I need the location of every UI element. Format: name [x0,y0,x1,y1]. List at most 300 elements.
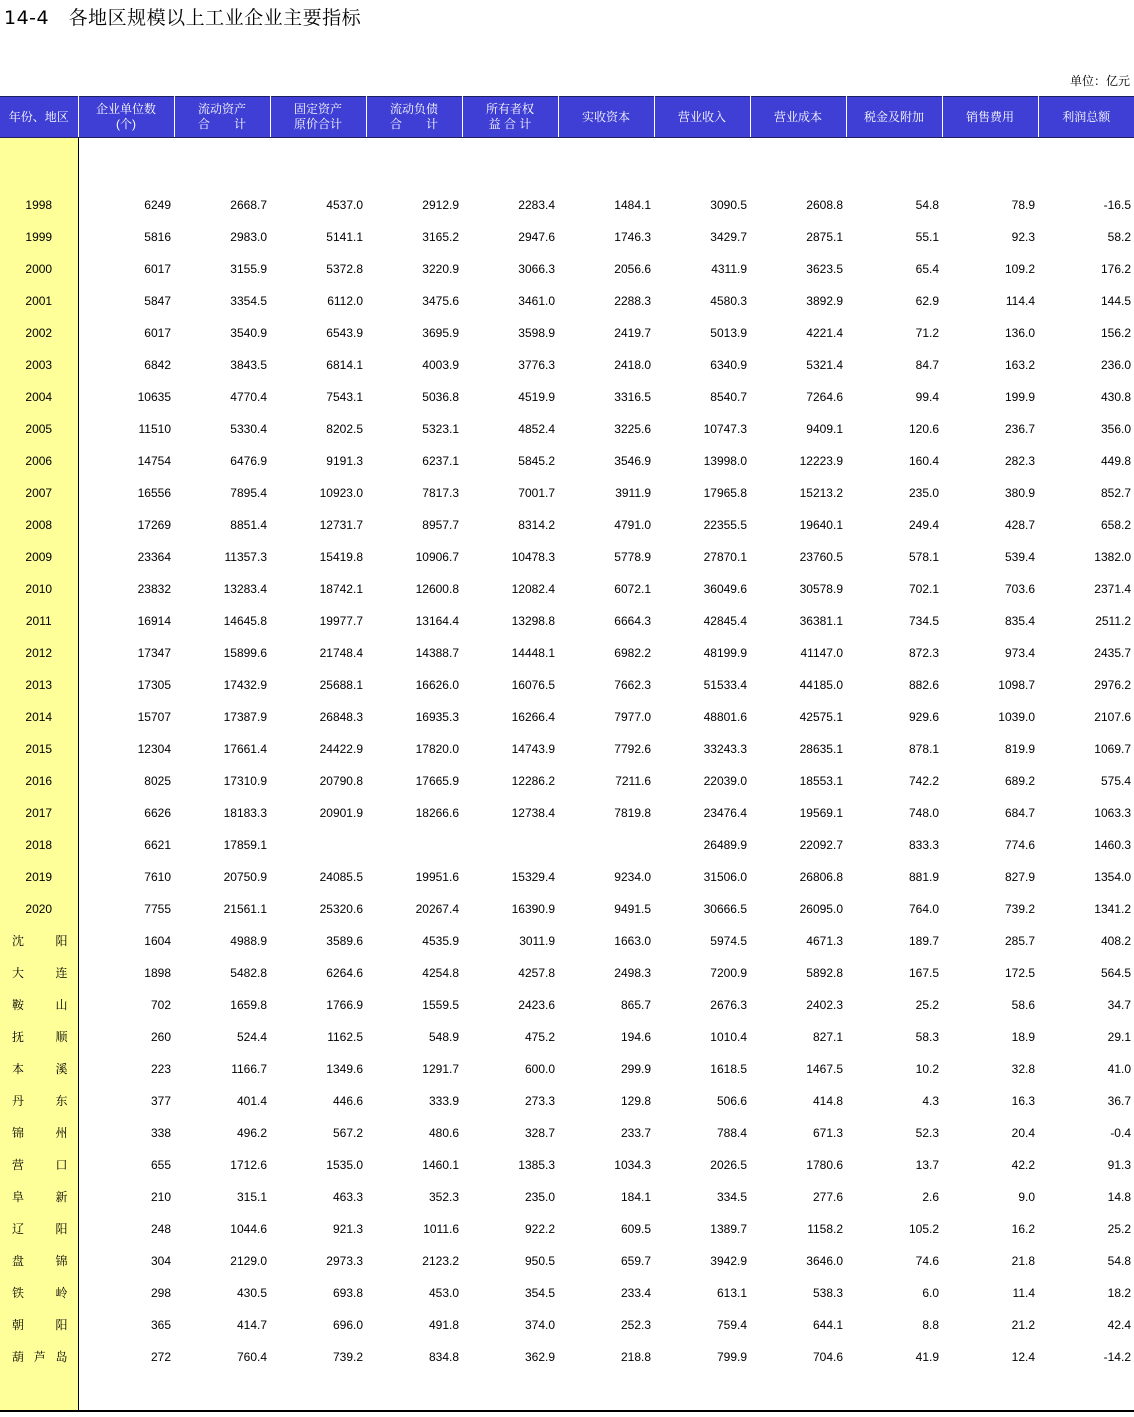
column-header-line2: 原价合计 [293,117,342,131]
table-cell: 1291.7 [422,1062,459,1076]
row-label: 沈阳 [0,918,78,950]
table-cell: 671.3 [812,1126,843,1140]
table-cell: 22355.5 [703,518,747,532]
table-cell: 4988.9 [230,934,267,948]
column-header-line2: 合 计 [197,117,246,131]
table-cell: 20267.4 [415,902,459,916]
table-cell: 4257.8 [518,966,555,980]
table-cell: 3165.2 [422,230,459,244]
row-label: 阜新 [0,1174,78,1206]
table-cell: 1663.0 [614,934,651,948]
table-cell: 260 [150,1030,171,1044]
table-cell: 26806.8 [799,870,843,884]
column-header-line1: 企业单位数 [95,102,156,116]
table-cell: 24085.5 [319,870,363,884]
table-row [0,1270,1134,1302]
table-cell: 9409.1 [806,422,843,436]
table-cell: 25.2 [1107,1222,1131,1236]
table-row [0,854,1134,886]
row-label: 2020 [0,886,78,918]
table-cell: 7662.3 [614,678,651,692]
table-cell: 13.7 [915,1158,939,1172]
empty-cell [174,138,270,183]
table-cell: 304 [150,1254,171,1268]
table-cell: 3540.9 [230,326,267,340]
table-cell: 42575.1 [799,710,843,724]
table-cell: 2419.7 [614,326,651,340]
table-cell: 1604 [144,934,171,948]
column-header [558,97,654,138]
row-label: 1999 [0,214,78,246]
table-cell: 338 [150,1126,171,1140]
table-cell: 506.6 [716,1094,747,1108]
table-cell: 19977.7 [319,614,363,628]
table-cell: 2983.0 [230,230,267,244]
table-cell: 8851.4 [230,518,267,532]
table-cell: 362.9 [524,1350,555,1364]
page-title: 14-4 各地区规模以上工业企业主要指标 [4,7,362,29]
empty-cell [558,138,654,183]
column-header-line1: 销售费用 [965,109,1014,124]
table-cell: 3011.9 [519,934,555,948]
table-cell: 3776.3 [518,358,555,372]
table-cell: 5845.2 [518,454,555,468]
table-cell: 8540.7 [710,390,747,404]
table-cell: 21.8 [1011,1254,1035,1268]
table-row [0,1206,1134,1238]
table-cell: 6664.3 [614,614,651,628]
table-cell: 3695.9 [422,326,459,340]
table-cell: 18553.1 [799,774,843,788]
table-cell: 105.2 [908,1222,939,1236]
table-cell: 3090.5 [710,198,747,212]
table-cell: 3911.9 [615,486,651,500]
table-cell: 408.2 [1100,934,1131,948]
column-header-line1: 营业成本 [773,109,822,124]
row-label: 抚顺 [0,1014,78,1046]
table-row [0,214,1134,246]
table-row [0,918,1134,950]
table-cell: 328.7 [524,1126,555,1140]
table-row [0,1238,1134,1270]
table-cell: 6982.2 [614,646,651,660]
table-cell: 374.0 [524,1318,555,1332]
row-label: 葫芦岛 [0,1334,78,1366]
table-cell: 16626.0 [415,678,459,692]
table-cell: 449.8 [1100,454,1131,468]
table-cell: 2283.4 [518,198,555,212]
table-row [0,694,1134,726]
table-cell: 48801.6 [703,710,747,724]
table-cell: 10.2 [915,1062,939,1076]
column-header [1038,97,1134,138]
table-cell: 136.0 [1004,326,1035,340]
table-cell: 19951.6 [415,870,459,884]
column-header [750,97,846,138]
table-row [0,1142,1134,1174]
table-cell: 3461.0 [518,294,555,308]
table-cell: 2668.7 [230,198,267,212]
table-cell: 658.2 [1100,518,1131,532]
table-cell: 852.7 [1100,486,1131,500]
table-cell: 2973.3 [326,1254,363,1268]
table-cell: 17432.9 [223,678,267,692]
table-cell: 5036.8 [422,390,459,404]
table-cell: 6249 [144,198,171,212]
row-label: 铁岭 [0,1270,78,1302]
row-label: 2015 [0,726,78,758]
table-cell: 659.7 [620,1254,651,1268]
table-cell: 20901.9 [319,806,363,820]
row-label: 本溪 [0,1046,78,1078]
table-cell: 65.4 [915,262,939,276]
table-cell: 1349.6 [326,1062,363,1076]
table-cell: 872.3 [908,646,939,660]
table-cell: 17269 [137,518,171,532]
table-cell: 1382.0 [1094,550,1131,564]
row-label: 2008 [0,502,78,534]
table-cell: 315.1 [236,1190,267,1204]
table-cell: 273.3 [524,1094,555,1108]
table-cell: 6017 [144,262,171,276]
table-cell: 2.6 [922,1190,939,1204]
table-cell: 2026.5 [710,1158,747,1172]
table-cell: 4770.4 [230,390,267,404]
column-header [942,97,1038,138]
row-label: 2018 [0,822,78,854]
table-cell: 210 [150,1190,171,1204]
table-cell: 1063.3 [1094,806,1131,820]
empty-cell [270,138,366,183]
table-cell: 2511.2 [1095,614,1131,628]
table-cell: 759.4 [716,1318,747,1332]
table-cell: 6842 [144,358,171,372]
table-cell: 833.3 [908,838,939,852]
table-cell: 14.8 [1107,1190,1131,1204]
empty-cell [462,138,558,183]
table-cell: 799.9 [716,1350,747,1364]
table-cell: 14754 [137,454,171,468]
table-cell: 3646.0 [806,1254,843,1268]
table-cell: 21561.1 [223,902,267,916]
table-cell: 491.8 [428,1318,459,1332]
table-row [0,310,1134,342]
column-header-line1: 实收资本 [581,109,630,124]
row-label: 2012 [0,630,78,662]
table-cell: 12600.8 [415,582,459,596]
table-cell: 7792.6 [614,742,651,756]
table-row [0,1078,1134,1110]
table-cell: 4537.0 [326,198,363,212]
empty-cell [78,138,174,183]
table-cell: 334.5 [716,1190,747,1204]
table-cell: 10906.7 [415,550,459,564]
table-cell: 696.0 [332,1318,363,1332]
table-cell: 189.7 [908,934,939,948]
row-label: 锦州 [0,1110,78,1142]
table-cell: 7895.4 [230,486,267,500]
empty-cell [462,1366,558,1411]
table-cell: 564.5 [1100,966,1131,980]
row-label: 2003 [0,342,78,374]
table-cell: 17859.1 [223,838,267,852]
table-cell: 13164.4 [415,614,459,628]
table-cell: 4221.4 [806,326,843,340]
empty-cell [1038,138,1134,183]
table-cell: 14388.7 [415,646,459,660]
table-cell: 17965.8 [703,486,747,500]
column-header-line1: 流动负债 [389,102,438,116]
table-cell: 496.2 [236,1126,267,1140]
table-cell: 4519.9 [518,390,555,404]
empty-cell [654,138,750,183]
table-cell: 704.6 [812,1350,843,1364]
table-cell: 1766.9 [326,998,363,1012]
table-cell: 20750.9 [223,870,267,884]
table-cell: 4791.0 [614,518,651,532]
table-cell: 2056.6 [614,262,651,276]
column-header-line1: 利润总额 [1062,109,1111,124]
table-cell: 6017 [144,326,171,340]
table-cell: 1341.2 [1094,902,1131,916]
table-cell: 6621 [144,838,171,852]
table-cell: 26489.9 [703,838,747,852]
table-cell: 2423.6 [518,998,555,1012]
empty-cell [750,1366,846,1411]
table-cell: 2498.3 [614,966,651,980]
table-cell: 7755 [144,902,171,916]
row-label: 2006 [0,438,78,470]
table-cell [558,822,654,854]
table-cell: 1467.5 [806,1062,843,1076]
table-cell [270,822,366,854]
table-cell: 475.2 [524,1030,555,1044]
table-cell: 9491.5 [614,902,651,916]
table-cell: 236.0 [1100,358,1131,372]
table-cell: 17310.9 [223,774,267,788]
table-cell: 6626 [144,806,171,820]
table-cell [366,822,462,854]
table-cell: 42845.4 [703,614,747,628]
table-cell: 176.2 [1100,262,1131,276]
empty-cell [846,138,942,183]
table-cell: 929.6 [908,710,939,724]
table-cell: 12082.4 [511,582,555,596]
table-cell: 8025 [144,774,171,788]
table-cell: 8202.5 [326,422,363,436]
table-cell: 167.5 [908,966,939,980]
table-cell: 4311.9 [711,262,747,276]
column-header-line1: 流动资产 [197,102,246,116]
column-header-line1: 营业收入 [677,109,726,124]
table-cell: 2947.6 [518,230,555,244]
empty-cell [366,138,462,183]
table-cell: 5323.1 [422,422,459,436]
row-label: 1998 [0,182,78,214]
row-label: 丹东 [0,1078,78,1110]
table-cell: 354.5 [524,1286,555,1300]
empty-cell [942,1366,1038,1411]
table-row [0,342,1134,374]
table-cell: 249.4 [908,518,939,532]
table-cell: 30666.5 [703,902,747,916]
table-cell: 356.0 [1100,422,1131,436]
table-cell: 4.3 [922,1094,939,1108]
table-cell: 129.8 [620,1094,651,1108]
table-cell: 352.3 [428,1190,459,1204]
table-cell: 5141.1 [326,230,363,244]
table-cell: 575.4 [1100,774,1131,788]
table-cell: 1010.4 [710,1030,747,1044]
table-cell: 24422.9 [319,742,363,756]
table-cell: 12731.7 [319,518,363,532]
table-cell: 524.4 [236,1030,267,1044]
table-cell: -16.5 [1103,198,1131,212]
table-cell: 600.0 [524,1062,555,1076]
table-cell: 42.2 [1011,1158,1035,1172]
row-label: 2009 [0,534,78,566]
row-label: 2014 [0,694,78,726]
table-cell: 2875.1 [806,230,843,244]
table-row [0,502,1134,534]
table-cell: 380.9 [1004,486,1035,500]
table-cell: 58.6 [1011,998,1035,1012]
table-cell: 2976.2 [1094,678,1131,692]
table-cell: 13283.4 [223,582,267,596]
table-cell: 6543.9 [326,326,363,340]
table-cell: 414.8 [812,1094,843,1108]
table-cell: 1039.0 [998,710,1035,724]
table-cell: 99.4 [915,390,939,404]
table-cell: 5974.5 [710,934,747,948]
table-cell: 277.6 [812,1190,843,1204]
table-cell: 233.7 [620,1126,651,1140]
table-cell: 613.1 [716,1286,747,1300]
table-cell: 742.2 [908,774,939,788]
table-cell: 865.7 [620,998,651,1012]
table-cell: 17661.4 [223,742,267,756]
table-cell: 453.0 [428,1286,459,1300]
table-cell: 430.5 [236,1286,267,1300]
table-row [0,534,1134,566]
table-cell: 199.9 [1004,390,1035,404]
table-cell: 5482.8 [230,966,267,980]
table-cell: 2123.2 [422,1254,459,1268]
table-cell: 2608.8 [806,198,843,212]
table-cell: 29.1 [1107,1030,1131,1044]
table-cell: 7001.7 [518,486,555,500]
table-cell: 23476.4 [703,806,747,820]
row-label: 2004 [0,374,78,406]
table-cell: 1098.7 [998,678,1035,692]
table-cell: 10478.3 [511,550,555,564]
table-cell: 6112.0 [327,294,363,308]
table-cell: 764.0 [908,902,939,916]
table-cell: 4671.3 [806,934,843,948]
table-cell: 4003.9 [422,358,459,372]
table-cell: 21.2 [1011,1318,1035,1332]
table-cell: 333.9 [428,1094,459,1108]
table-cell: 235.0 [908,486,939,500]
table-cell: 2288.3 [614,294,651,308]
table-cell: 414.7 [236,1318,267,1332]
table-cell: 4254.8 [422,966,459,980]
table-row [0,182,1134,214]
table-cell: 33243.3 [703,742,747,756]
table-cell: 878.1 [908,742,939,756]
table-cell: 689.2 [1004,774,1035,788]
table-cell: 702.1 [908,582,939,596]
table-cell: 18183.3 [223,806,267,820]
table-cell: 3546.9 [614,454,651,468]
table-cell: 702 [150,998,171,1012]
table-cell: 5372.8 [326,262,363,276]
table-row [0,470,1134,502]
table-cell: 18266.6 [415,806,459,820]
table-cell: 16935.3 [415,710,459,724]
table-cell: 430.8 [1100,390,1131,404]
empty-cell [942,138,1038,183]
table-cell: 881.9 [908,870,939,884]
table-cell: 684.7 [1004,806,1035,820]
table-cell: 16390.9 [511,902,555,916]
table-cell: 54.8 [1107,1254,1131,1268]
table-cell: 14743.9 [511,742,555,756]
table-cell: 74.6 [915,1254,939,1268]
table-cell: 1618.5 [710,1062,747,1076]
table-cell: 548.9 [428,1030,459,1044]
column-header [654,97,750,138]
row-label: 盘锦 [0,1238,78,1270]
table-cell: 7977.0 [614,710,651,724]
table-cell: 12223.9 [799,454,843,468]
table-cell: 15899.6 [223,646,267,660]
table-cell: 834.8 [428,1350,459,1364]
table-cell: 26848.3 [319,710,363,724]
table-cell: 156.2 [1100,326,1131,340]
column-header-line2: (个) [116,117,136,131]
table-cell: 7817.3 [422,486,459,500]
table-cell: 21748.4 [319,646,363,660]
empty-cell [846,1366,942,1411]
table-cell: 12304 [137,742,171,756]
table-cell: 26095.0 [799,902,843,916]
table-cell: 428.7 [1004,518,1035,532]
table-cell: 446.6 [332,1094,363,1108]
table-row [0,438,1134,470]
table-cell: 4580.3 [710,294,747,308]
table-cell: 734.5 [908,614,939,628]
table-cell: 16556 [137,486,171,500]
table-cell: 1389.7 [710,1222,747,1236]
table-cell: 28635.1 [799,742,843,756]
row-label: 2011 [0,598,78,630]
table-cell: 42.4 [1107,1318,1131,1332]
table-cell: 194.6 [620,1030,651,1044]
table-cell: 950.5 [524,1254,555,1268]
table-cell: 973.4 [1004,646,1035,660]
table-cell: 5321.4 [806,358,843,372]
empty-cell [366,1366,462,1411]
column-header [78,97,174,138]
table-cell: 567.2 [332,1126,363,1140]
table-cell: 3892.9 [806,294,843,308]
table-cell: 109.2 [1004,262,1035,276]
column-header [174,97,270,138]
table-cell: 739.2 [1004,902,1035,916]
table-cell: 9.0 [1018,1190,1035,1204]
data-table-container [0,96,1134,1412]
